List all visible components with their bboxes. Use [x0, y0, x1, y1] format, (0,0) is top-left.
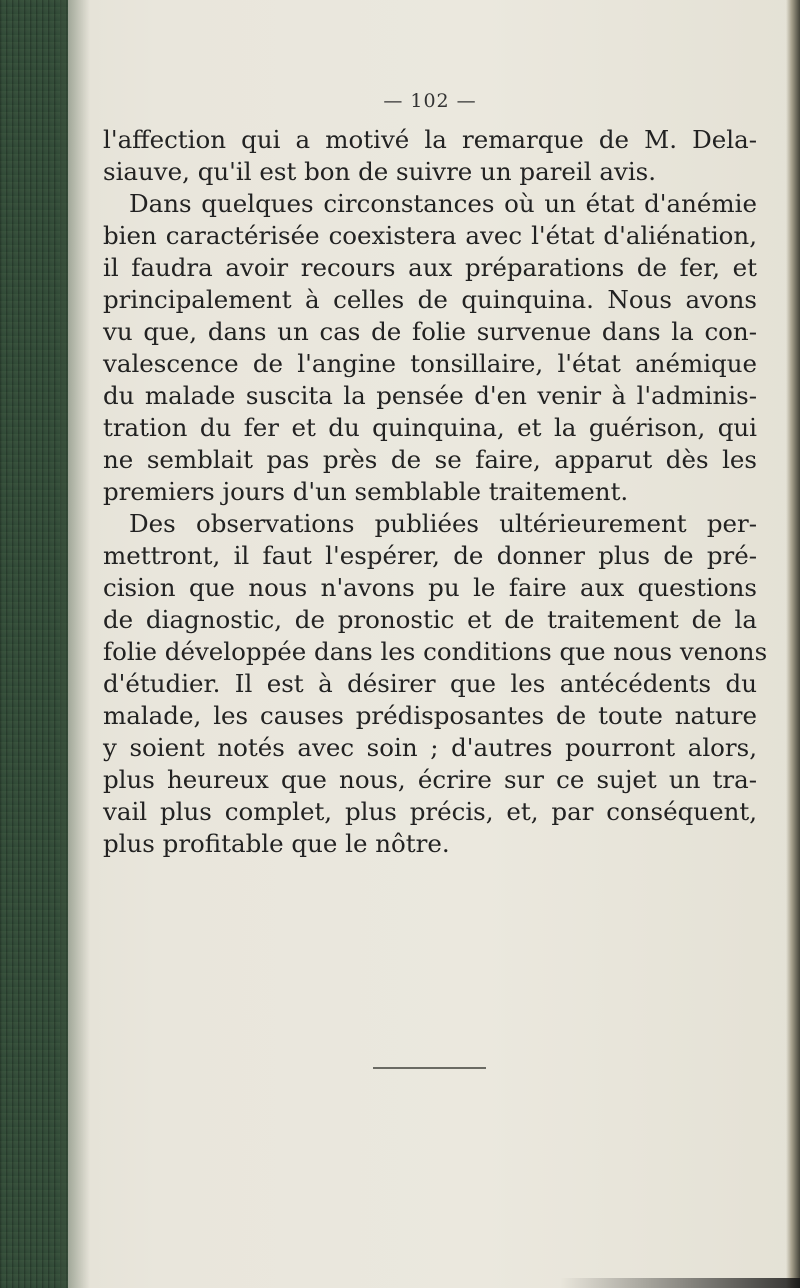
page-edge-right	[786, 0, 800, 1288]
text-line: d'étudier. Il est à désirer que les antécédents du	[103, 669, 757, 698]
page-edge-bottom	[560, 1278, 800, 1288]
text-line: tration du fer et du quinquina, et la guérison, qui	[103, 413, 757, 442]
text-line: vu que, dans un cas de folie survenue dans la con-	[103, 317, 757, 346]
binding-shadow	[60, 0, 90, 1288]
text-line: bien caractérisée coexistera avec l'état d'aliénation,	[103, 221, 757, 250]
text-line: y soient notés avec soin ; d'autres pourront alors,	[103, 733, 757, 762]
text-line: Des observations publiées ultérieurement per-	[129, 509, 757, 538]
text-line: cision que nous n'avons pu le faire aux questions	[103, 573, 757, 602]
end-rule	[373, 1067, 486, 1069]
text-line: mettront, il faut l'espérer, de donner plus de pré-	[103, 541, 757, 570]
text-line: plus profitable que le nôtre.	[103, 829, 450, 858]
text-line: Dans quelques circonstances où un état d'anémie	[129, 189, 757, 218]
text-line: premiers jours d'un semblable traitement.	[103, 477, 629, 506]
text-line: l'affection qui a motivé la remarque de M. Dela-	[103, 125, 757, 154]
text-line: ne semblait pas près de se faire, apparut dès les	[103, 445, 757, 474]
text-line: siauve, qu'il est bon de suivre un pareil avis.	[103, 157, 657, 186]
text-line: malade, les causes prédisposantes de toute nature	[103, 701, 757, 730]
text-line: principalement à celles de quinquina. Nous avons	[103, 285, 757, 314]
text-line: plus heureux que nous, écrire sur ce sujet un tra-	[103, 765, 757, 794]
text-line: du malade suscita la pensée d'en venir à l'adminis-	[103, 381, 757, 410]
text-line: il faudra avoir recours aux préparations de fer, et	[103, 253, 757, 282]
body-text	[103, 124, 768, 860]
page-number: — 102 —	[383, 90, 477, 112]
text-line: vail plus complet, plus précis, et, par conséquent,	[103, 797, 757, 826]
binding-edge	[0, 0, 68, 1288]
text-line: de diagnostic, de pronostic et de traitement de la	[103, 605, 757, 634]
text-line: valescence de l'angine tonsillaire, l'état anémique	[103, 349, 757, 378]
text-line: folie développée dans les conditions que nous venons	[103, 637, 768, 666]
